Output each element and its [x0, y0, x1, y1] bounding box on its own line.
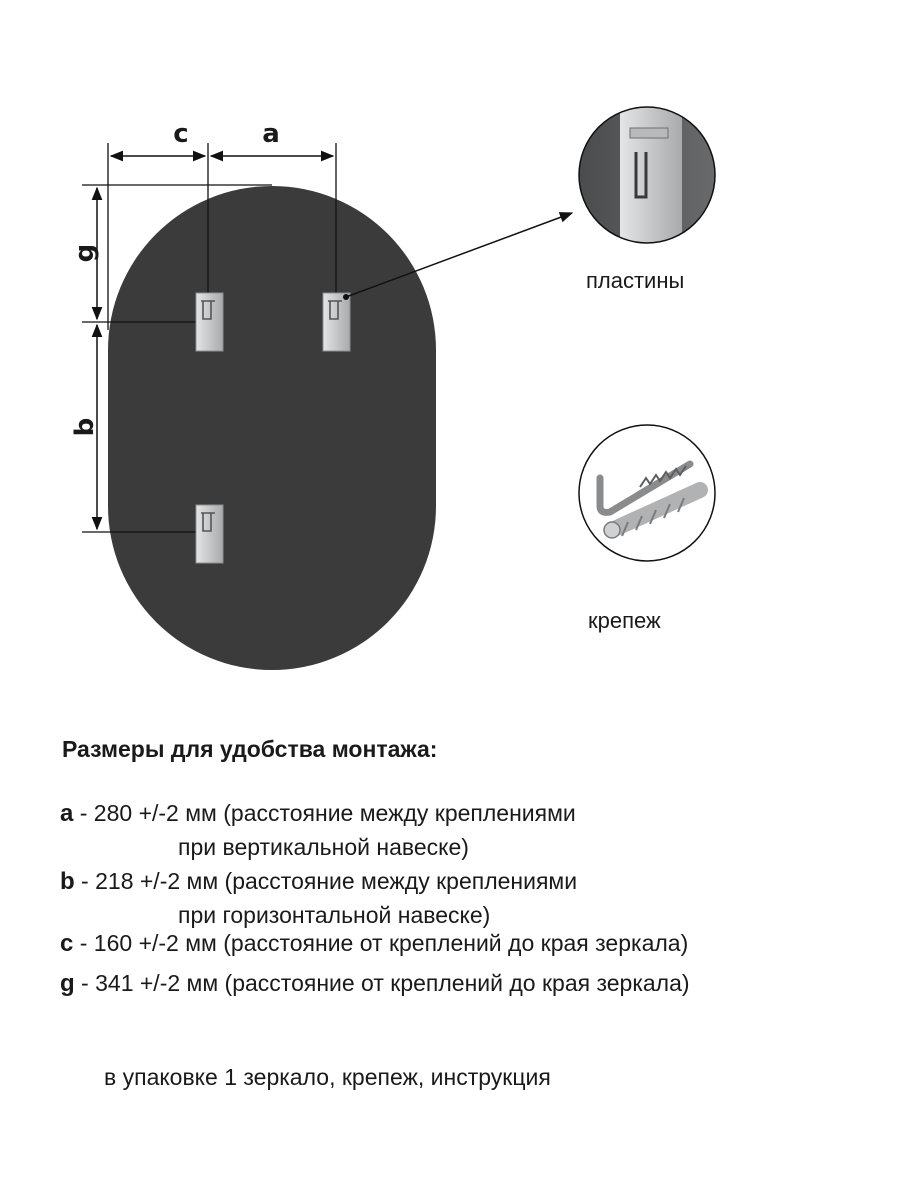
spec-key: g: [60, 970, 75, 997]
spec-item-c: [60, 930, 688, 958]
spec-key: a: [60, 800, 74, 827]
spec-item-g: [60, 970, 690, 998]
specs-title: Размеры для удобства монтажа:: [62, 736, 438, 762]
plate-bottom-left: [196, 505, 223, 563]
package-contents-note: в упаковке 1 зеркало, крепеж, инструкция: [104, 1064, 551, 1090]
plate-top-right: [323, 293, 350, 351]
dimension-g-label: g: [70, 243, 100, 263]
fasteners-label: крепеж: [588, 608, 661, 633]
dimension-b-label: b: [70, 417, 100, 437]
dimension-a-label: a: [262, 119, 280, 149]
mounting-plate-icon: [575, 105, 720, 245]
spec-text: - 280 +/-2 мм (расстояние между креплениями: [73, 800, 576, 826]
spec-item-a: [60, 800, 576, 828]
mirror-shape: [108, 186, 436, 670]
spec-item-a-continuation: при вертикальной навеске): [178, 834, 469, 860]
screw-and-dowel-icon: [575, 423, 720, 563]
spec-text: - 341 +/-2 мм (расстояние от креплений до края зеркала): [74, 970, 690, 996]
spec-text: - 160 +/-2 мм (расстояние от креплений до края зеркала): [73, 930, 689, 956]
spec-item-b: [60, 868, 577, 896]
spec-item-b-continuation: при горизонтальной навеске): [178, 902, 491, 928]
dimension-c-label: c: [173, 119, 189, 149]
spec-key: c: [60, 930, 74, 957]
plate-top-left: [196, 293, 223, 351]
spec-text: - 218 +/-2 мм (расстояние между креплениями: [74, 868, 578, 894]
plates-label: пластины: [586, 268, 685, 293]
spec-key: b: [60, 868, 75, 895]
